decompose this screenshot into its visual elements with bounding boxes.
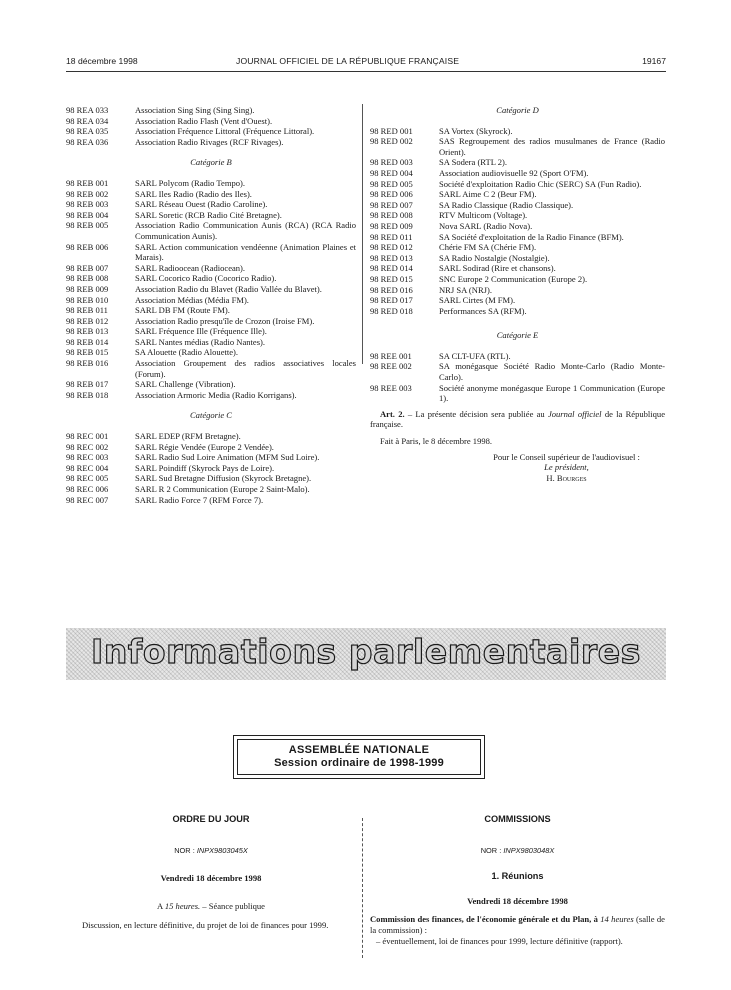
ordre-du-jour-section <box>66 814 356 931</box>
reb-entry <box>66 263 356 274</box>
red-entry <box>370 285 665 296</box>
signature-line-2: Le président, <box>544 462 589 473</box>
red-entry <box>370 232 665 243</box>
red-entry <box>370 306 665 317</box>
commission-heading <box>370 914 665 935</box>
column-divider <box>362 104 363 364</box>
fait-a-paris: Fait à Paris, le 8 décembre 1998. <box>380 436 493 447</box>
category-c-heading: Catégorie C <box>189 410 233 421</box>
seance-time: 15 heures. <box>164 900 201 911</box>
left-column <box>66 105 356 505</box>
article-2-journal: Journal officiel <box>547 408 602 419</box>
reb-entry <box>66 199 356 210</box>
category-d-heading: Catégorie D <box>496 105 539 115</box>
ordre-du-jour-date: Vendredi 18 décembre 1998 <box>160 873 262 884</box>
reb-entry <box>66 316 356 327</box>
entry-code: 98 REE 001 <box>370 350 412 361</box>
entry-code: 98 RED 018 <box>370 305 413 316</box>
entry-code: 98 RED 005 <box>370 178 413 189</box>
entry-code: 98 RED 015 <box>370 273 413 284</box>
commission-time: 14 heures <box>600 914 634 925</box>
entry-text: Association Sing Sing (Sing Sing). <box>135 105 255 115</box>
entry-text: Association Radio Flash (Vent d'Ouest). <box>135 115 273 126</box>
red-entry <box>370 210 665 221</box>
ordre-du-jour-title: ORDRE DU JOUR <box>172 814 250 824</box>
entry-text: SA monégasque Société Radio Monte-Carlo (Radio Monte-Carlo). <box>439 361 665 383</box>
red-entry <box>370 168 665 179</box>
entry-text: SARL Sud Bretagne Diffusion (Skyrock Bretagne). <box>135 473 312 484</box>
red-entry <box>370 136 665 157</box>
entry-code: 98 REB 007 <box>66 262 109 273</box>
entry-code: 98 RED 008 <box>370 210 413 221</box>
assemblee-session: Session ordinaire de 1998-1999 <box>274 757 444 769</box>
entry-text: SA Alouette (Radio Alouette). <box>135 347 239 358</box>
nor-label: NOR : <box>174 845 197 855</box>
entry-text: SARL Sodirad (Rire et chansons). <box>439 263 556 274</box>
commissions-section <box>370 814 665 946</box>
seance-prefix: A <box>157 900 165 911</box>
assemblee-box <box>233 735 485 779</box>
entry-text: Nova SARL (Radio Nova). <box>439 220 533 231</box>
rec-entry <box>66 463 356 474</box>
signature-line-1: Pour le Conseil supérieur de l'audiovisuel : <box>493 451 640 462</box>
entry-code: 98 REA 034 <box>66 115 109 126</box>
commission-place: (salle de la commission) : <box>370 914 665 935</box>
ree-entry <box>370 383 665 404</box>
entry-code: 98 RED 017 <box>370 295 413 306</box>
seance-suffix: – Séance publique <box>200 900 265 911</box>
entry-code: 98 RED 009 <box>370 220 413 231</box>
red-entry <box>370 126 665 137</box>
reunions-subtitle: 1. Réunions <box>491 871 544 882</box>
entry-code: 98 RED 014 <box>370 263 413 274</box>
entry-code: 98 RED 016 <box>370 284 413 295</box>
entry-text: SARL Poindiff (Skyrock Pays de Loire). <box>135 462 275 473</box>
rea-list <box>66 105 356 147</box>
reb-entry <box>66 210 356 221</box>
entry-text: SA Société d'exploitation de la Radio Finance (BFM). <box>439 231 624 242</box>
entry-text: Association Médias (Média FM). <box>135 294 249 305</box>
reb-entry <box>66 189 356 200</box>
entry-text: NRJ SA (NRJ). <box>439 284 492 295</box>
red-entry <box>370 179 665 190</box>
entry-text: SARL Aime C 2 (Beur FM). <box>439 189 537 200</box>
page-header <box>66 56 666 68</box>
reb-entry <box>66 284 356 295</box>
entry-code: 98 REC 002 <box>66 441 109 452</box>
entry-text: SA Vortex (Skyrock). <box>439 125 513 136</box>
entry-text: SARL Challenge (Vibration). <box>135 379 236 390</box>
red-entry <box>370 200 665 211</box>
rec-list <box>66 431 356 505</box>
entry-text: SA Radio Classique (Radio Classique). <box>439 199 574 210</box>
reb-entry <box>66 220 356 241</box>
entry-text: Association Radio du Blavet (Radio Vallée du Blavet). <box>135 283 322 294</box>
commission-item: – éventuellement, loi de finances pour 1999, lecture définitive (rapport). <box>376 935 623 946</box>
entry-code: 98 REB 005 <box>66 220 109 231</box>
reb-entry <box>66 390 356 401</box>
rea-entry <box>66 116 356 127</box>
entry-code: 98 REB 016 <box>66 358 109 369</box>
rea-entry <box>66 105 356 116</box>
banner-title: Informations parlementaires <box>90 632 642 671</box>
entry-code: 98 REB 004 <box>66 209 109 220</box>
entry-code: 98 REC 003 <box>66 452 109 463</box>
red-entry <box>370 263 665 274</box>
discussion-text: Discussion, en lecture définitive, du projet de loi de finances pour 1999. <box>82 920 329 931</box>
entry-code: 98 REB 006 <box>66 241 109 252</box>
entry-text: SARL DB FM (Route FM). <box>135 305 230 316</box>
header-page-number: 19167 <box>642 56 666 66</box>
category-b-heading: Catégorie B <box>190 157 232 168</box>
bottom-column-divider <box>362 818 363 958</box>
entry-code: 98 REB 002 <box>66 188 109 199</box>
rec-entry <box>66 495 356 506</box>
commissions-title: COMMISSIONS <box>484 814 551 824</box>
entry-code: 98 REC 006 <box>66 484 109 494</box>
reb-entry <box>66 347 356 358</box>
entry-code: 98 RED 002 <box>370 136 413 147</box>
entry-code: 98 REB 018 <box>66 389 109 400</box>
entry-code: 98 RED 001 <box>370 125 413 136</box>
entry-code: 98 REB 010 <box>66 294 109 305</box>
entry-code: 98 REC 005 <box>66 473 109 484</box>
header-rule <box>66 71 666 72</box>
entry-code: 98 REA 033 <box>66 105 109 115</box>
entry-code: 98 REB 008 <box>66 273 109 284</box>
entry-text: Société anonyme monégasque Europe 1 Communication (Europe 1). <box>439 382 665 404</box>
ordre-du-jour-nor <box>66 846 356 857</box>
entry-text: SARL Radio Sud Loire Animation (MFM Sud Loire). <box>135 452 320 463</box>
entry-text: SARL Cirtes (M FM). <box>439 295 516 306</box>
nor-label: NOR : <box>480 845 504 855</box>
article-2-text-after: de la République française. <box>370 408 665 430</box>
entry-text: SARL Nantes médias (Radio Nantes). <box>135 336 265 347</box>
nor-value: INPX9803048X <box>503 845 555 855</box>
signature-name: H. Bourges <box>546 472 587 483</box>
entry-code: 98 REB 011 <box>66 305 108 316</box>
entry-text: SARL Régie Vendée (Europe 2 Vendée). <box>135 441 274 452</box>
article-2-label: Art. 2. <box>380 408 405 419</box>
reb-entry <box>66 337 356 348</box>
right-column <box>370 105 665 483</box>
reb-entry <box>66 379 356 390</box>
entry-text: Association audiovisuelle 92 (Sport O'FM). <box>439 167 589 178</box>
entry-text: SAS Regroupement des radios musulmanes de France (Radio Orient). <box>439 136 665 157</box>
commissions-nor <box>370 846 665 857</box>
entry-code: 98 RED 011 <box>370 231 413 242</box>
reb-entry <box>66 273 356 284</box>
entry-code: 98 RED 013 <box>370 252 413 263</box>
entry-code: 98 REB 014 <box>66 336 109 347</box>
entry-text: SNC Europe 2 Communication (Europe 2). <box>439 273 588 284</box>
rec-entry <box>66 442 356 453</box>
reb-entry <box>66 242 356 263</box>
entry-text: SARL Fréquence Ille (Fréquence Ille). <box>135 326 267 337</box>
entry-code: 98 REB 009 <box>66 283 109 294</box>
reb-list <box>66 178 356 400</box>
header-date: 18 décembre 1998 <box>66 56 138 66</box>
rec-entry <box>66 431 356 442</box>
entry-text: Chérie FM SA (Chérie FM). <box>439 242 537 253</box>
rec-entry <box>66 484 356 495</box>
entry-text: Association Armoric Media (Radio Korrigans). <box>135 389 297 400</box>
red-entry <box>370 295 665 306</box>
article-2-text-before: – La présente décision sera publiée au <box>404 408 548 419</box>
entry-text: Association Radio Rivages (RCF Rivages). <box>135 136 284 147</box>
entry-code: 98 REE 003 <box>370 382 412 393</box>
red-entry <box>370 189 665 200</box>
entry-text: SA CLT-UFA (RTL). <box>439 350 511 361</box>
entry-code: 98 RED 006 <box>370 189 413 200</box>
entry-code: 98 REC 001 <box>66 431 109 442</box>
entry-code: 98 REA 035 <box>66 126 109 137</box>
rea-entry <box>66 126 356 137</box>
reb-entry <box>66 178 356 189</box>
entry-text: SARL Cocorico Radio (Cocorico Radio). <box>135 273 277 284</box>
ree-entry <box>370 351 665 362</box>
rec-entry <box>66 452 356 463</box>
red-entry <box>370 157 665 168</box>
entry-text: SA Radio Nostalgie (Nostalgie). <box>439 252 550 263</box>
entry-code: 98 REB 003 <box>66 199 109 210</box>
entry-text: Association Radio Communication Aunis (RCA) (RCA Radio Communication Aunis). <box>135 220 356 241</box>
entry-text: SARL EDEP (RFM Bretagne). <box>135 431 241 442</box>
ree-list <box>370 351 665 404</box>
red-entry <box>370 274 665 285</box>
entry-text: SARL Radioocean (Radiocean). <box>135 262 246 273</box>
red-list <box>370 126 665 317</box>
entry-text: SARL Action communication vendéenne (Animation Plaines et Marais). <box>135 241 356 263</box>
entry-code: 98 REB 001 <box>66 177 109 188</box>
assemblee-inner-frame <box>237 739 481 775</box>
signature-block <box>370 452 665 484</box>
rec-entry <box>66 473 356 484</box>
seance-line <box>66 901 356 912</box>
entry-text: Association Radio presqu'île de Crozon (Iroise FM). <box>135 315 315 326</box>
article-2 <box>370 409 665 430</box>
entry-code: 98 REA 036 <box>66 136 109 147</box>
entry-code: 98 REB 015 <box>66 347 109 358</box>
entry-code: 98 RED 004 <box>370 167 413 178</box>
entry-text: SARL Iles Radio (Radio des Iles). <box>135 188 252 199</box>
entry-text: SARL Réseau Ouest (Radio Caroline). <box>135 199 268 210</box>
entry-code: 98 REC 004 <box>66 462 109 473</box>
entry-text: RTV Multicom (Voltage). <box>439 210 528 221</box>
entry-code: 98 REC 007 <box>66 494 109 505</box>
entry-code: 98 REB 013 <box>66 326 109 337</box>
entry-text: SARL Radio Force 7 (RFM Force 7). <box>135 494 264 505</box>
red-entry <box>370 242 665 253</box>
entry-code: 98 RED 007 <box>370 199 413 210</box>
header-journal-title: JOURNAL OFFICIEL DE LA RÉPUBLIQUE FRANÇAISE <box>236 56 460 66</box>
reb-entry <box>66 305 356 316</box>
entry-text: Association Fréquence Littoral (Fréquence Littoral). <box>135 126 315 137</box>
entry-code: 98 REB 012 <box>66 315 109 326</box>
entry-text: SARL R 2 Communication (Europe 2 Saint-Malo). <box>135 484 310 494</box>
entry-text: Association Groupement des radios associatives locales (Forum). <box>135 358 356 379</box>
entry-code: 98 REE 002 <box>370 361 412 372</box>
red-entry <box>370 221 665 232</box>
reb-entry <box>66 358 356 379</box>
entry-text: SA Sodera (RTL 2). <box>439 157 508 168</box>
rea-entry <box>66 137 356 148</box>
ree-entry <box>370 361 665 382</box>
entry-text: Société d'exploitation Radio Chic (SERC) SA (Fun Radio). <box>439 178 642 189</box>
assemblee-title: ASSEMBLÉE NATIONALE <box>288 744 430 756</box>
reb-entry <box>66 295 356 306</box>
red-entry <box>370 253 665 264</box>
entry-code: 98 REB 017 <box>66 379 109 390</box>
commissions-date: Vendredi 18 décembre 1998 <box>467 895 568 906</box>
commission-name: Commission des finances, de l'économie générale et du Plan, à <box>370 914 598 925</box>
category-e-heading: Catégorie E <box>496 330 539 341</box>
entry-text: SARL Polycom (Radio Tempo). <box>135 177 246 188</box>
entry-code: 98 RED 003 <box>370 157 413 168</box>
entry-code: 98 RED 012 <box>370 242 413 253</box>
reb-entry <box>66 326 356 337</box>
entry-text: SARL Soretic (RCB Radio Cité Bretagne). <box>135 209 282 220</box>
nor-value: INPX9803045X <box>196 845 248 855</box>
entry-text: Performances SA (RFM). <box>439 305 527 316</box>
